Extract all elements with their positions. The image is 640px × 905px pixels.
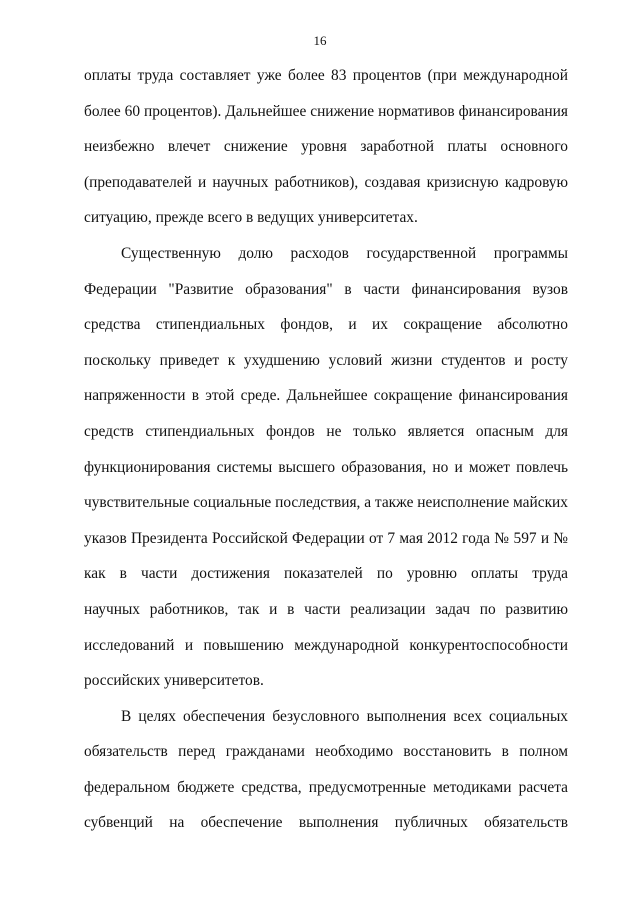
- text-line: напряженности в этой среде. Дальнейшее сокращение финансирования: [84, 387, 568, 405]
- page-number: 16: [313, 33, 327, 48]
- text-line: средства стипендиальных фондов, и их сокращение абсолютно: [84, 316, 568, 334]
- text-line: неизбежно влечет снижение уровня заработной платы основного: [84, 138, 568, 156]
- text-line: оплаты труда составляет уже более 83 процентов (при международной: [84, 67, 568, 84]
- text-line: российских университетов.: [84, 672, 264, 690]
- text-line: поскольку приведет к ухудшению условий жизни студентов и росту: [84, 351, 568, 369]
- text-line: федеральном бюджете средства, предусмотренные методиками расчета: [84, 778, 568, 796]
- document-body: [84, 58, 568, 841]
- text-line: чувствительные социальные последствия, а также неисполнение майских: [84, 494, 568, 512]
- paragraph-first-line: Существенную долю расходов государственной программы: [121, 244, 568, 262]
- text-line: ситуацию, прежде всего в ведущих университетах.: [84, 209, 418, 227]
- text-line: научных работников, так и в части реализации задач по развитию: [84, 600, 568, 618]
- text-line: как в части достижения показателей по уровню оплаты труда: [84, 565, 568, 583]
- text-line: исследований и повышению международной конкурентоспособности: [84, 636, 568, 654]
- text-line: обязательств перед гражданами необходимо восстановить в полном: [84, 743, 568, 761]
- text-line: субвенций на обеспечение выполнения публичных обязательств: [84, 814, 568, 832]
- text-line: функционирования системы высшего образования, но и может повлечь: [84, 458, 568, 476]
- text-line: средств стипендиальных фондов не только является опасным для: [84, 422, 568, 440]
- text-line: Федерации "Развитие образования" в части финансирования вузов: [84, 280, 568, 298]
- paragraph-first-line: В целях обеспечения безусловного выполнения всех социальных: [121, 707, 568, 725]
- text-line: указов Президента Российской Федерации от 7 мая 2012 года № 597 и №: [84, 529, 568, 547]
- text-line: более 60 процентов). Дальнейшее снижение нормативов финансирования: [84, 102, 568, 120]
- text-line: (преподавателей и научных работников), создавая кризисную кадровую: [84, 173, 568, 191]
